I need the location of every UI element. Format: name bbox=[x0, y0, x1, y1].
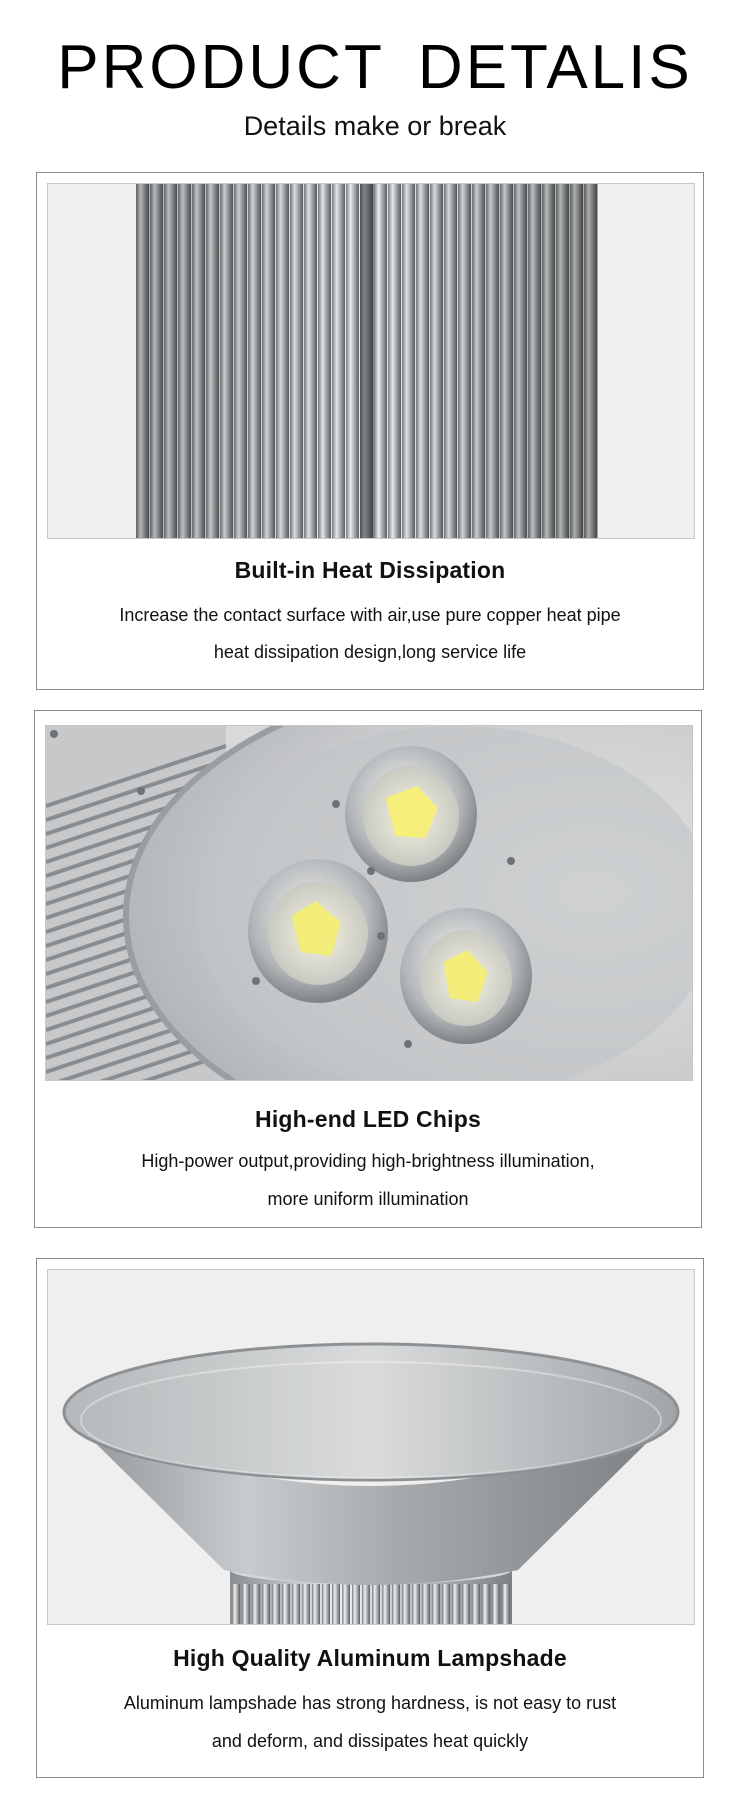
feature-description-line-2: and deform, and dissipates heat quickly bbox=[211, 1731, 529, 1751]
feature-description-line-1: Increase the contact surface with air,use pure copper heat pipe bbox=[119, 605, 621, 625]
led-module-left bbox=[248, 859, 388, 1003]
feature-description-line-1: High-power output,providing high-brightness illumination, bbox=[141, 1151, 595, 1171]
feature-card-aluminum-lampshade bbox=[36, 1258, 704, 1778]
feature-description-line-2: more uniform illumination bbox=[267, 1189, 469, 1209]
heat-sink-photo bbox=[47, 183, 695, 539]
page-title: PRODUCT DETALIS bbox=[57, 33, 693, 102]
feature-title: High-end LED Chips bbox=[255, 1106, 481, 1132]
led-chips-photo bbox=[45, 725, 693, 1081]
page-subtitle: Details make or break bbox=[243, 111, 507, 141]
feature-description-line-1: Aluminum lampshade has strong hardness, is not easy to rust bbox=[123, 1693, 617, 1713]
led-module-top bbox=[345, 746, 477, 882]
feature-title: High Quality Aluminum Lampshade bbox=[173, 1645, 567, 1671]
lampshade-photo bbox=[47, 1269, 695, 1625]
feature-description-line-2: heat dissipation design,long service life bbox=[213, 642, 527, 662]
feature-title: Built-in Heat Dissipation bbox=[234, 557, 506, 583]
led-module-right bbox=[400, 908, 532, 1044]
feature-card-heat-dissipation bbox=[36, 172, 704, 690]
feature-card-led-chips bbox=[34, 710, 702, 1228]
